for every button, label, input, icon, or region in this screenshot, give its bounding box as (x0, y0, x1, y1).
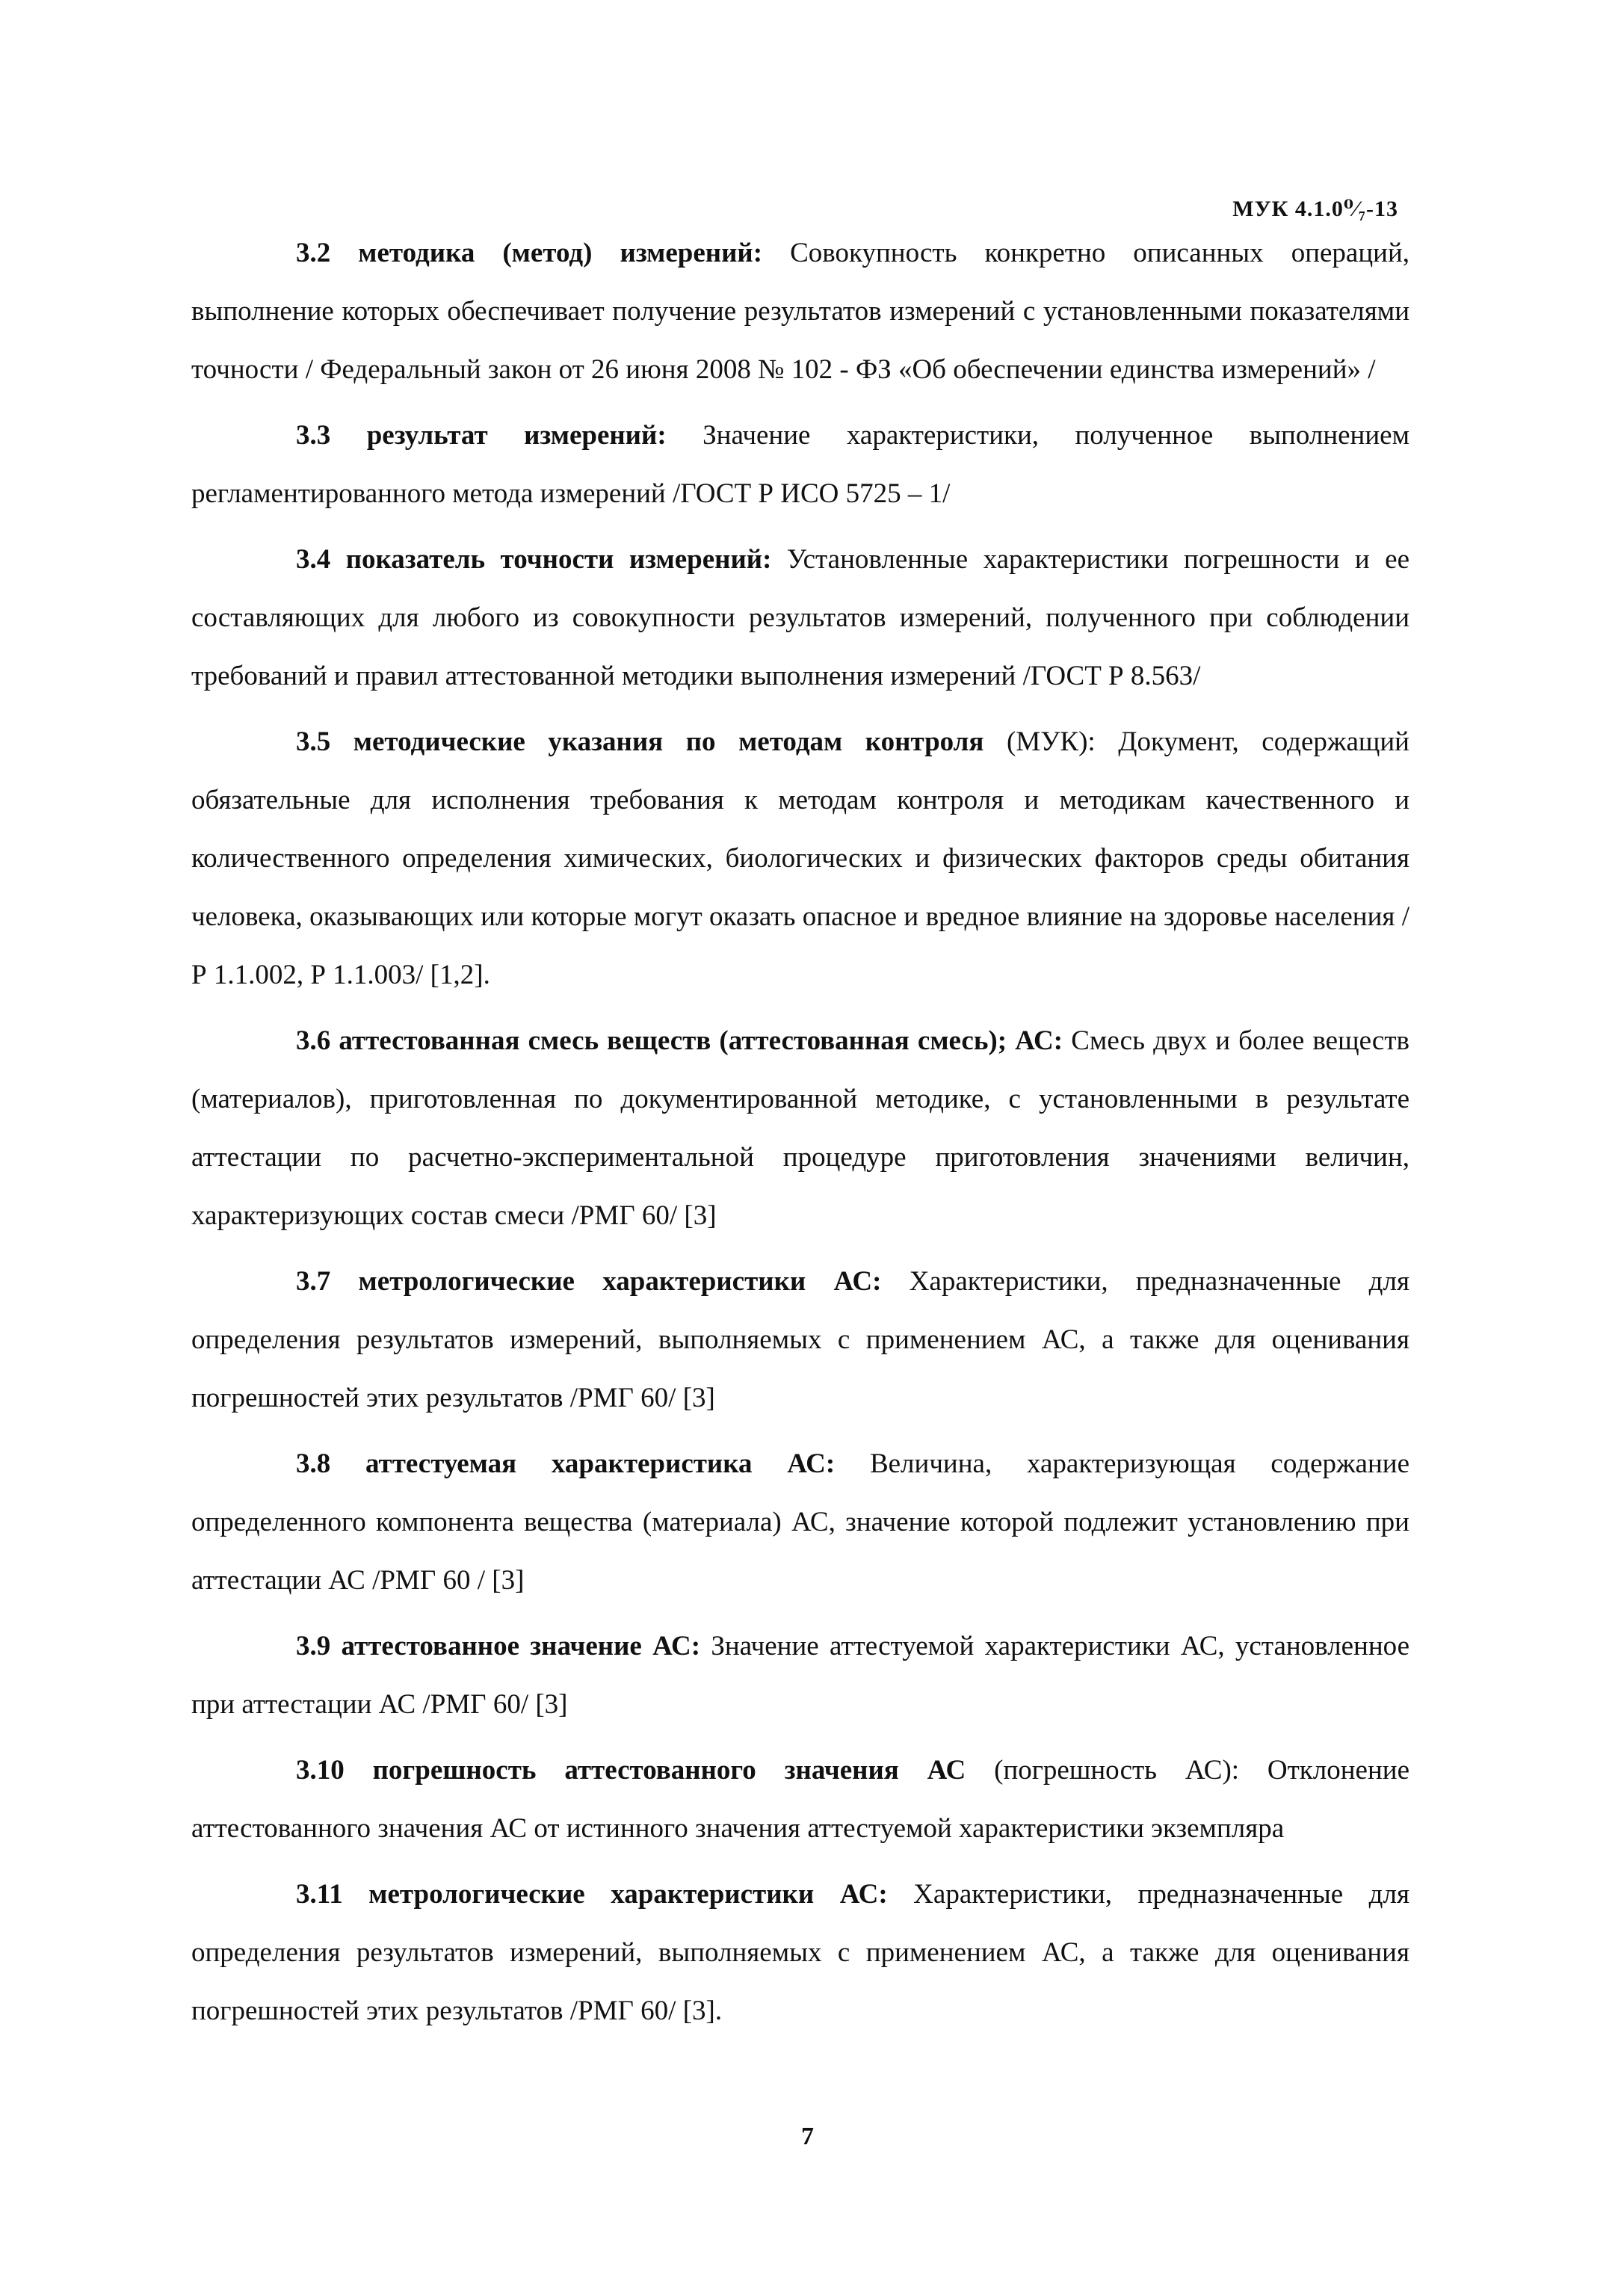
definition-term: 3.10 погрешность аттестованного значения АС (296, 1755, 966, 1786)
definition-paragraph (191, 1253, 1409, 1428)
definition-term: 3.7 метрологические характеристики АС: (296, 1266, 882, 1297)
definition-term: 3.2 методика (метод) измерений: (296, 238, 763, 268)
definition-text: Смесь двух и более веществ (материалов), приготовленная по документированной методике, с установленными в результате аттестации по расчетно-экспериментальной процедуре приготовления значениями величин, характеризующих состав смеси /РМГ 60/ [3] (191, 1025, 1409, 1231)
definition-text: Характеристики, предназначенные для определения результатов измерений, выполняемых с применением АС, а также для оценивания погрешностей этих результатов /РМГ 60/ [3]. (191, 1879, 1409, 2026)
definition-paragraph (191, 1012, 1409, 1245)
definition-term: 3.3 результат измерений: (296, 420, 667, 451)
definition-text: Совокупность конкретно описанных операций, выполнение которых обеспечивает получение результатов измерений с установленными показателями точности / Федеральный закон от 26 июня 2008 № 102 - ФЗ «Об обеспечении единства измерений» / (191, 238, 1409, 385)
definition-text: Значение характеристики, полученное выполнением регламентированного метода измерений /ГОСТ Р ИСО 5725 – 1/ (191, 420, 1409, 509)
definition-paragraph (191, 407, 1409, 523)
definition-text: (МУК): Документ, содержащий обязательные для исполнения требования к методам контроля и методикам качественного и количественного определения химических, биологических и физических факторов среды обитания человека, оказывающих или которые могут оказать опасное и вредное влияние на здоровье населения /Р 1.1.002, Р 1.1.003/ [1,2]. (191, 726, 1409, 990)
document-code: МУК 4.1.0⁰⁄₇-13 (1232, 197, 1398, 221)
document-body (191, 224, 1409, 2048)
definition-text: Характеристики, предназначенные для определения результатов измерений, выполняемых с применением АС, а также для оценивания погрешностей этих результатов /РМГ 60/ [3] (191, 1266, 1409, 1413)
definition-text: Значение аттестуемой характеристики АС, установленное при аттестации АС /РМГ 60/ [3] (191, 1631, 1410, 1720)
definition-paragraph (191, 531, 1409, 706)
definition-term: 3.4 показатель точности измерений: (296, 544, 772, 575)
definition-term: 3.9 аттестованное значение АС: (296, 1631, 701, 1661)
definition-term: 3.6 аттестованная смесь веществ (аттестованная смесь); АС: (296, 1025, 1063, 1056)
definition-paragraph (191, 1741, 1409, 1858)
definition-text: (погрешность АС): Отклонение аттестованного значения АС от истинного значения аттестуемой характеристики экземпляра (191, 1755, 1409, 1844)
definition-text: Величина, характеризующая содержание определенного компонента вещества (материала) АС, значение которой подлежит установлению при аттестации АС /РМГ 60 / [3] (191, 1448, 1410, 1596)
definition-paragraph (191, 1866, 1409, 2040)
definition-paragraph (191, 1435, 1409, 1610)
definition-term: 3.5 методические указания по методам контроля (296, 726, 984, 757)
definition-paragraph (191, 713, 1409, 1004)
definition-paragraph (191, 1617, 1409, 1734)
definition-term: 3.11 метрологические характеристики АС: (296, 1879, 888, 1910)
definition-text: Установленные характеристики погрешности и ее составляющих для любого из совокупности результатов измерений, полученного при соблюдении требований и правил аттестованной методики выполнения измерений /ГОСТ Р 8.563/ (191, 544, 1410, 691)
definition-paragraph (191, 224, 1409, 399)
definition-term: 3.8 аттестуемая характеристика АС: (296, 1448, 836, 1479)
page-number: 7 (801, 2123, 814, 2150)
